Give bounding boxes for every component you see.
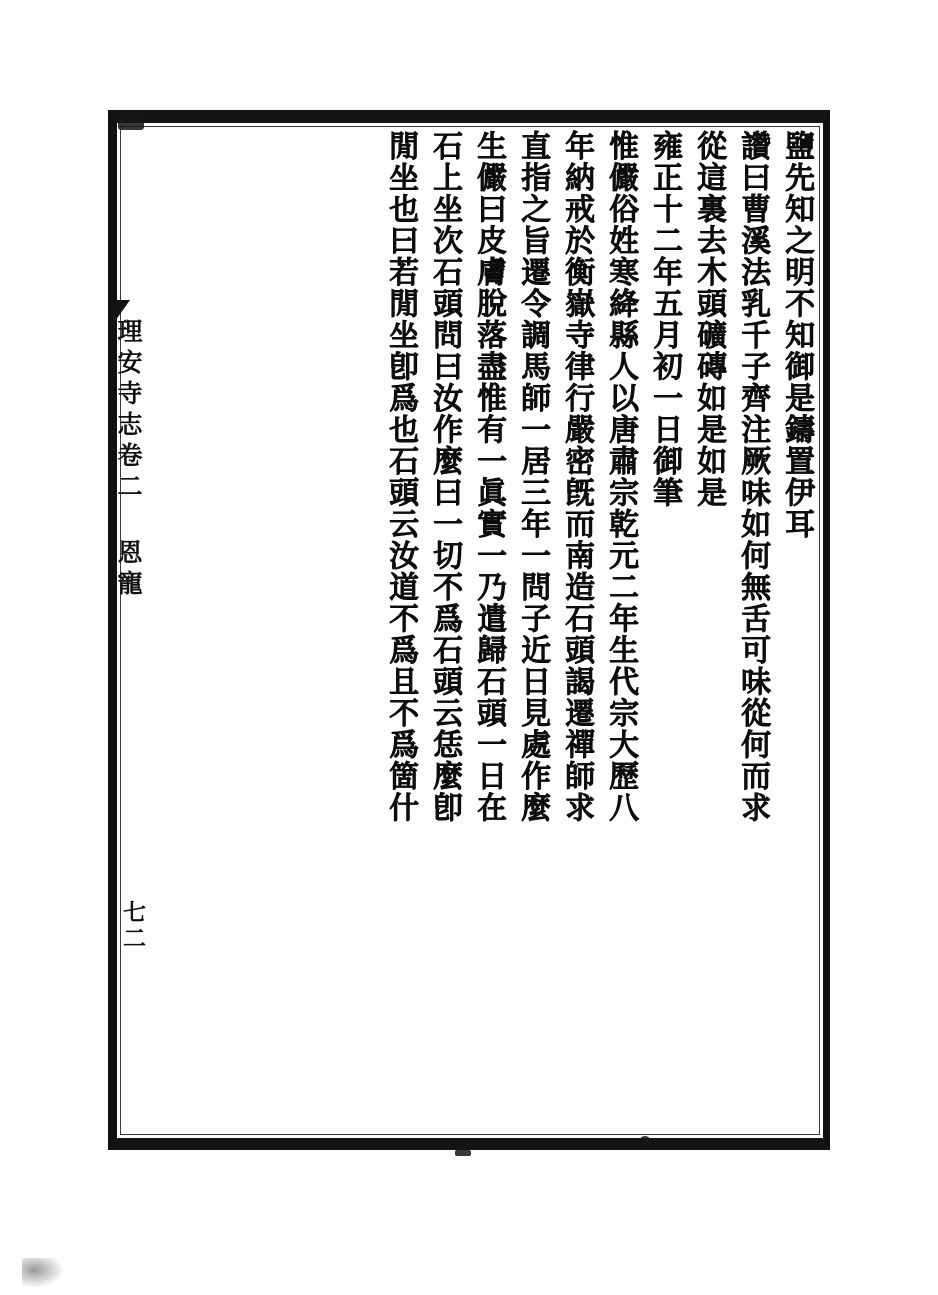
- ink-blotch: [118, 118, 144, 130]
- ink-blotch: [640, 1136, 650, 1144]
- text-columns: [122, 130, 816, 1132]
- text-column: 年納戒於衡嶽寺律行嚴密旣而南造石頭謁遷禪師求: [559, 130, 594, 823]
- text-column: 雍正十二年五月初一日御筆: [647, 130, 682, 508]
- text-column: 直指之旨遷令調馬師一居三年一問子近日見處作麼: [515, 130, 550, 823]
- scan-smudge: [22, 1258, 64, 1288]
- page-number: 七二: [119, 900, 146, 952]
- text-column: 石上坐次石頭問曰汝作麼曰一切不爲石頭云恁麼卽: [427, 130, 462, 823]
- text-column: 生儼曰皮膚脫落盡惟有一眞實一乃遣歸石頭一日在: [471, 130, 506, 823]
- text-column: 閒坐也曰若閒坐卽爲也石頭云汝道不爲且不爲箇什: [383, 130, 418, 823]
- text-column: 鹽先知之明不知御是鑄置伊耳: [779, 130, 814, 540]
- text-column: 惟儼俗姓寒絳縣人以唐肅宗乾元二年生代宗大歷八: [603, 130, 638, 823]
- spine-title: 理安寺志卷二 恩寵: [114, 318, 143, 601]
- text-column: 從這裏去木頭礦磚如是如是: [691, 130, 726, 508]
- text-column: 讚曰曹溪法乳千子齊注厥味如何無舌可味從何而求: [735, 130, 770, 823]
- ink-blotch: [455, 1150, 471, 1156]
